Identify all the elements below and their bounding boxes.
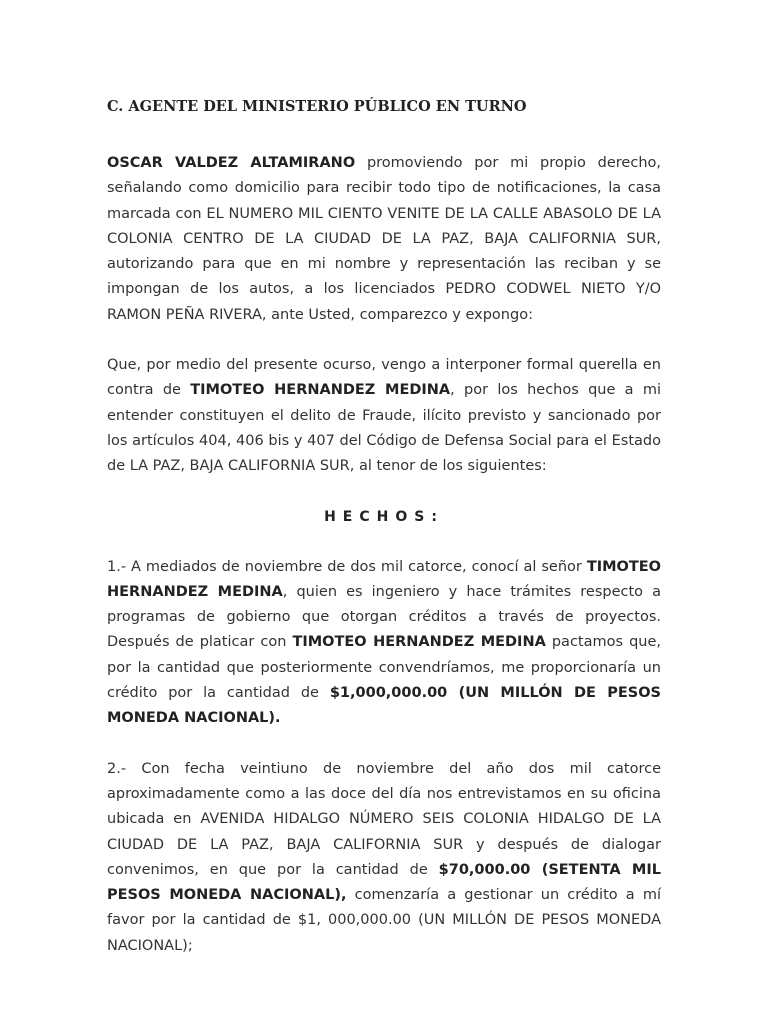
section-heading: HECHOS: xyxy=(324,508,444,525)
fact-2-text-1: 2.- Con fecha veintiuno de noviembre del año dos mil catorce aproximadamente como a las doce del día nos entrevistamos en su oficina ubicada en AVENIDA HIDALGO NÚMERO SEIS COLONIA HIDALGO DE LA CIUDAD DE LA PAZ, BAJA CALIFORNIA SUR y después de dialogar convenimos, en que por la cantidad de xyxy=(107,760,661,878)
fact-2-paragraph xyxy=(107,757,661,959)
fact-1-text-2: , quien es ingeniero y hace trámites respecto a programas de gobierno que otorgan créditos a través de proyectos. Después de platicar con xyxy=(107,583,662,651)
addressee: C. AGENTE DEL MINISTERIO PÚBLICO EN TURNO xyxy=(107,98,527,115)
fact-1-paragraph xyxy=(107,555,661,732)
fact-2-amount: $70,000.00 (SETENTA MIL PESOS MONEDA NACIONAL), xyxy=(107,861,661,904)
fact-2-text-2: comenzaría a gestionar un crédito a mí favor por la cantidad de $1, 000,000.00 (UN MILLÓN DE PESOS MONEDA NACIONAL); xyxy=(107,887,661,954)
intro-text: promoviendo por mi propio derecho, señalando como domicilio para recibir todo tipo de notificaciones, la casa marcada con EL NUMERO MIL CIENTO VENITE DE LA CALLE ABASOLO DE LA COLONIA CENTRO DE LA CIUDAD DE LA PAZ, BAJA CALIFORNIA SUR, autorizando para que en mi nombre y representación las reciban y se impongan de los autos, a los licenciados PEDRO CODWEL NIETO Y/O RAMON PEÑA RIVERA, ante Usted, comparezco y expongo: xyxy=(107,155,661,323)
fact-1-amount: $1,000,000.00 (UN MILLÓN DE PESOS MONEDA NACIONAL). xyxy=(107,685,661,727)
accused-name: TIMOTEO HERNANDEZ MEDINA xyxy=(190,382,451,399)
complaint-text-2: , por los hechos que a mi entender constituyen el delito de Fraude, ilícito previsto y sancionado por los artículos 404, 406 bis y 407 del Código de Defensa Social para el Estado de LA PAZ, BAJA CALIFORNIA SUR, al tenor de los siguientes: xyxy=(107,382,661,475)
fact-1-text-1: 1.- A mediados de noviembre de dos mil catorce, conocí al señor xyxy=(107,558,587,575)
complaint-text-1: Que, por medio del presente ocurso, vengo a interponer formal querella en contra de xyxy=(107,357,661,399)
complainant-name: OSCAR VALDEZ ALTAMIRANO xyxy=(107,155,356,171)
complaint-paragraph xyxy=(107,353,661,479)
fact-1-name-1: TIMOTEO HERNANDEZ MEDINA xyxy=(107,558,661,600)
intro-paragraph xyxy=(107,151,661,328)
fact-1-text-3: pactamos que, por la cantidad que posteriormente convendríamos, me proporcionaría un crédito por la cantidad de xyxy=(107,634,661,702)
fact-1-name-2: TIMOTEO HERNANDEZ MEDINA xyxy=(292,634,546,651)
